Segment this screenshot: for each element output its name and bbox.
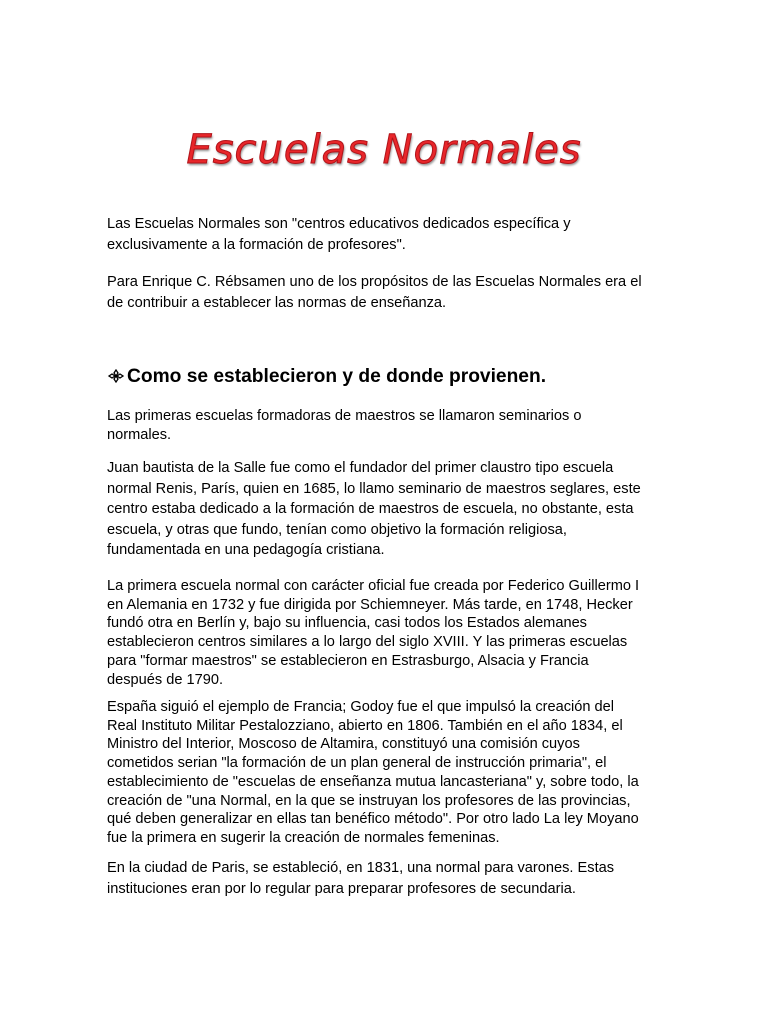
paragraph-1: Las primeras escuelas formadoras de maestros se llamaron seminarios o normales. [107, 408, 582, 443]
document-title: Escuelas Normales [186, 127, 582, 173]
diamond-bullet-icon [107, 365, 125, 379]
paragraph-2: Juan bautista de la Salle fue como el fundador del primer claustro tipo escuela normal Renis, París, quien en 1685, lo llamo seminario de maestros seglares, este centro estaba dedicado a la formación de maestros de escuela, no obstante, esta escuela, y otras que fundo, tenían como objetivo la formación religiosa, fundamentada en una pedagogía cristiana. [107, 460, 641, 558]
intro-paragraph-1: Las Escuelas Normales son "centros educativos dedicados específica y exclusivamente a la formación de profesores". [107, 216, 571, 253]
paragraph-5: En la ciudad de Paris, se estableció, en 1831, una normal para varones. Estas instituciones eran por lo regular para preparar profesores de secundaria. [107, 860, 615, 897]
paragraph-3: La primera escuela normal con carácter oficial fue creada por Federico Guillermo I en Alemania en 1732 y fue dirigida por Schiemneyer. Más tarde, en 1748, Hecker fundó otra en Berlín y, bajo su influencia, casi todos los Estados alemanes establecieron centros similares a lo largo del siglo XVIII. Y las primeras escuelas para "formar maestros" se establecieron en Estrasburgo, Alsacia y Francia después de 1790. [107, 578, 640, 688]
paragraph-4: España siguió el ejemplo de Francia; Godoy fue el que impulsó la creación del Real Instituto Militar Pestalozziano, abierto en 1806. También en el año 1834, el Ministro del Interior, Moscoso de Altamira, constituyó una comisión cuyos cometidos serian "la formación de un plan general de instrucción primaria", el establecimiento de "escuelas de enseñanza mutua lancasteriana" y, sobre todo, la creación de "una Normal, en la que se instruyan los profesores de las provincias, qué deben generalizar en ellas tan benéfico método". Por otro lado La ley Moyano fue la primera en sugerir la creación de normales femeninas. [107, 699, 639, 846]
section-heading [107, 364, 667, 390]
section-heading-text: Como se establecieron y de donde provienen. [127, 366, 547, 387]
intro-paragraph-2: Para Enrique C. Rébsamen uno de los propósitos de las Escuelas Normales era el de contribuir a establecer las normas de enseñanza. [107, 274, 642, 311]
